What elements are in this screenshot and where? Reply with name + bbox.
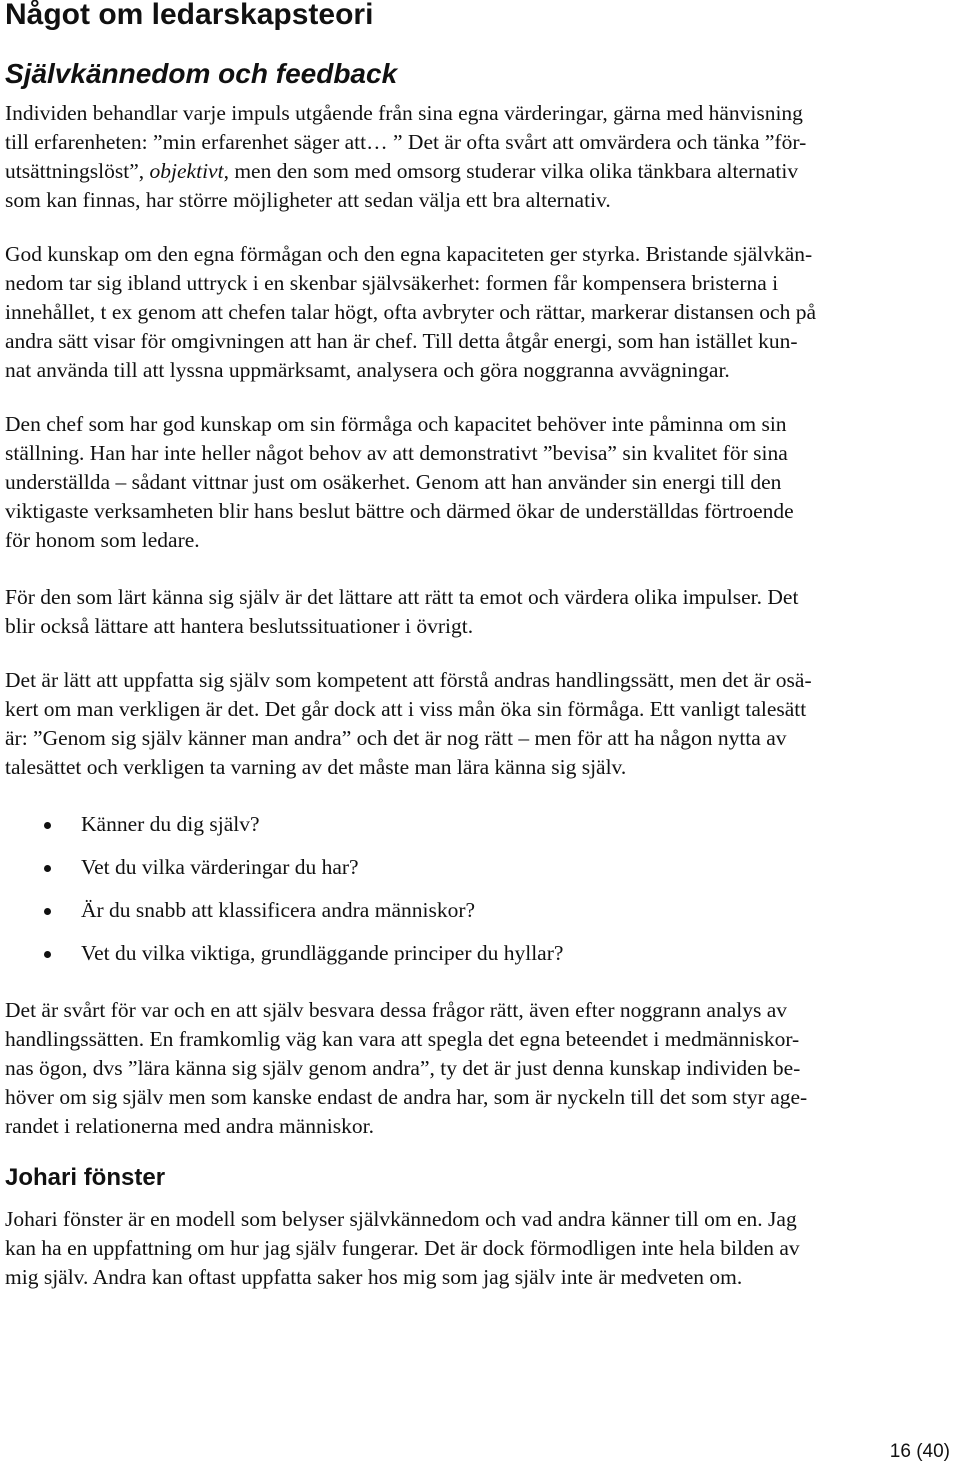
paragraph-line: Individen behandlar varje impuls utgående från sina egna värderingar, gärna med hänvisning xyxy=(5,101,803,125)
section-heading: Självkännedom och feedback xyxy=(5,58,398,89)
paragraph-line: Johari fönster är en modell som belyser självkännedom och vad andra känner till om en. Jag xyxy=(5,1207,797,1231)
paragraph-line: innehållet, t ex genom att chefen talar högt, ofta avbryter och rättar, markerar distansen och på xyxy=(5,300,817,324)
bullet-icon xyxy=(44,822,51,829)
paragraph-line: kan ha en uppfattning om hur jag själv fungerar. Det är dock förmodligen inte hela bilden av xyxy=(5,1236,800,1260)
text-run: , men den som med omsorg studerar vilka olika tänkbara alternativ xyxy=(223,159,799,183)
bullet-icon xyxy=(44,951,51,958)
paragraph-line: nas ögon, dvs ”lära känna sig själv genom andra”, ty det är just denna kunskap individen be- xyxy=(5,1056,801,1080)
paragraph-line: underställda – sådant vittnar just om osäkerhet. Genom att han använder sin energi till den xyxy=(5,470,782,494)
paragraph-line: höver om sig själv men som kanske endast de andra har, som är nyckeln till det som styr age- xyxy=(5,1085,808,1109)
paragraph-line: för honom som ledare. xyxy=(5,528,200,552)
page-number: 16 (40) xyxy=(889,1441,950,1462)
list-item-text: Vet du vilka värderingar du har? xyxy=(81,855,359,879)
list-item-text: Känner du dig själv? xyxy=(81,812,260,836)
paragraph-line: God kunskap om den egna förmågan och den egna kapaciteten ger styrka. Bristande självkän- xyxy=(5,242,813,266)
paragraph-line: Det är lätt att uppfatta sig själv som kompetent att förstå andras handlingssätt, men det är osä- xyxy=(5,668,812,692)
paragraph-line: är: ”Genom sig själv känner man andra” och det är nog rätt – men för att ha någon nytta av xyxy=(5,726,787,750)
paragraph-line: ställning. Han har inte heller något behov av att demonstrativt ”bevisa” sin kvalitet för sina xyxy=(5,441,788,465)
text-run: utsättningslöst”, xyxy=(5,159,150,183)
paragraph-line: För den som lärt känna sig själv är det lättare att rätt ta emot och värdera olika impulser. Det xyxy=(5,585,799,609)
paragraph-line: viktigaste verksamheten blir hans beslut bättre och därmed ökar de underställdas förtroende xyxy=(5,499,794,523)
italic-term: objektivt xyxy=(149,159,224,183)
paragraph-line: randet i relationerna med andra människor. xyxy=(5,1114,374,1138)
paragraph-line: talesättet och verkligen ta varning av det måste man lära känna sig själv. xyxy=(5,755,627,779)
paragraph-line xyxy=(5,157,798,186)
paragraph-line: mig själv. Andra kan oftast uppfatta saker hos mig som jag själv inte är medveten om. xyxy=(5,1265,743,1289)
paragraph-line: till erfarenheten: ”min erfarenhet säger att… ” Det är ofta svårt att omvärdera och tänka ”för- xyxy=(5,130,807,154)
paragraph-line: nedom tar sig ibland uttryck i en skenbar självsäkerhet: formen får kompensera bristerna i xyxy=(5,271,779,295)
paragraph-line: Den chef som har god kunskap om sin förmåga och kapacitet behöver inte påminna om sin xyxy=(5,412,787,436)
johari-heading: Johari fönster xyxy=(5,1164,166,1191)
list-item-text: Är du snabb att klassificera andra människor? xyxy=(81,898,476,922)
paragraph-line: blir också lättare att hantera beslutssituationer i övrigt. xyxy=(5,614,474,638)
bullet-icon xyxy=(44,865,51,872)
page-title: Något om ledarskapsteori xyxy=(5,0,374,31)
paragraph-line: kert om man verkligen är det. Det går dock att i viss mån öka sin förmåga. Ett vanligt talesätt xyxy=(5,697,807,721)
paragraph-line: nat använda till att lyssna uppmärksamt, analysera och göra noggranna avvägningar. xyxy=(5,358,730,382)
paragraph-line: Det är svårt för var och en att själv besvara dessa frågor rätt, även efter noggrann analys av xyxy=(5,998,788,1022)
paragraph-line: handlingssätten. En framkomlig väg kan vara att spegla det egna beteendet i medmänniskor- xyxy=(5,1027,800,1051)
paragraph-line: som kan finnas, har större möjligheter att sedan välja ett bra alternativ. xyxy=(5,188,611,212)
bullet-icon xyxy=(44,908,51,915)
paragraph-line: andra sätt visar för omgivningen att han är chef. Till detta åtgår energi, som han istället kun- xyxy=(5,329,798,353)
list-item-text: Vet du vilka viktiga, grundläggande principer du hyllar? xyxy=(81,941,564,965)
